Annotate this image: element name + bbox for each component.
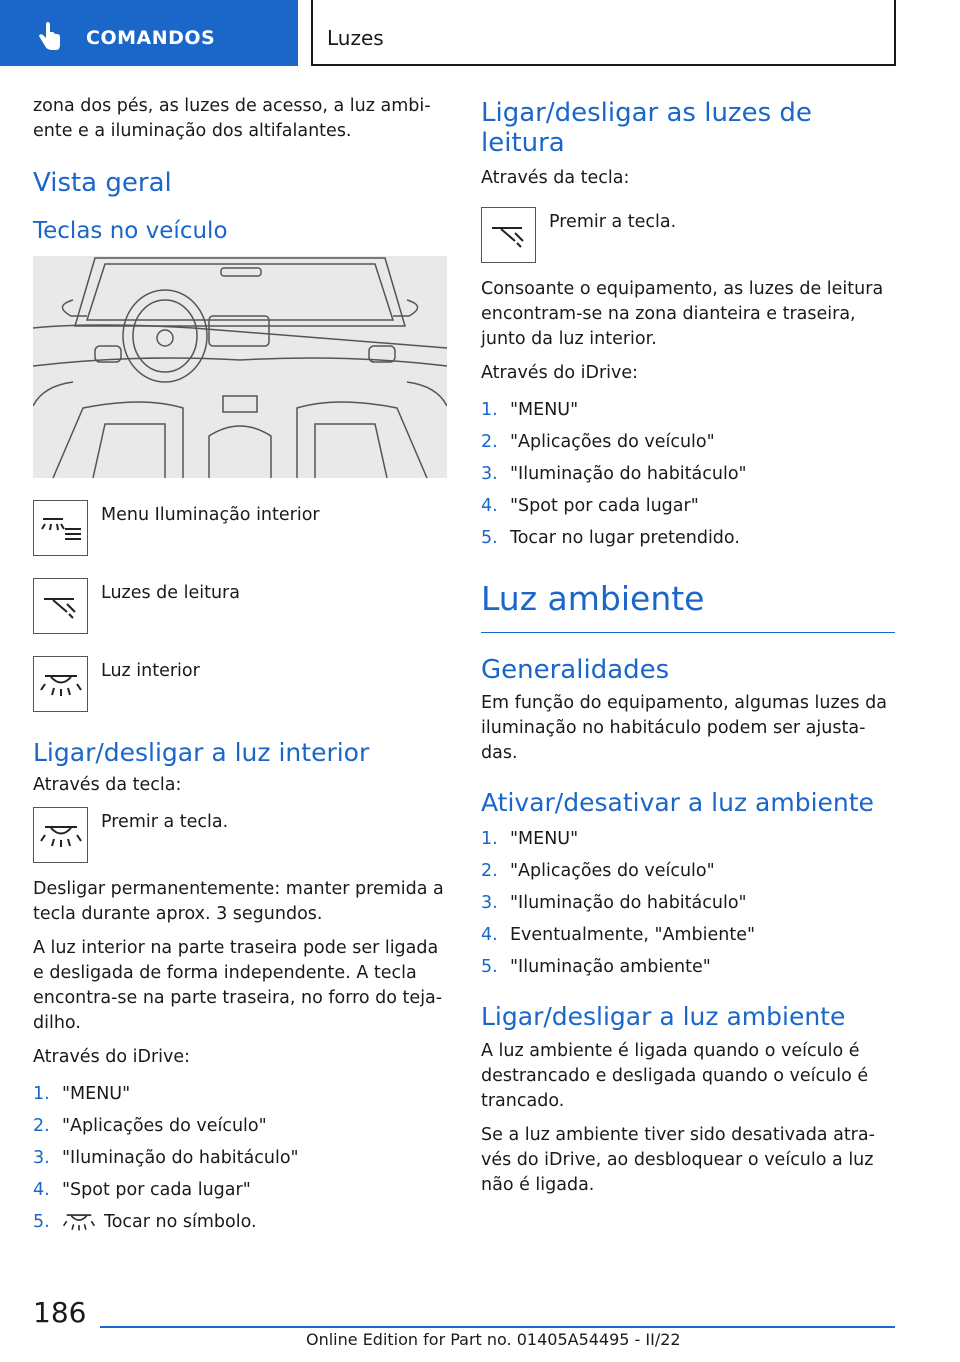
key-interior-menu — [33, 500, 447, 556]
cockpit-drawing — [33, 256, 447, 478]
onoff-text-1: A luz ambiente é ligada quando o veículo é destrancado e desligada quando o veículo é trancado. — [481, 1041, 869, 1111]
list-item: 3. "Iluminação do habitáculo" — [33, 1148, 299, 1168]
via-button-text: Através da tecla: — [33, 775, 182, 795]
section-tab-label: COMANDOS — [86, 27, 216, 49]
reading-steps — [481, 398, 895, 551]
key-interior-light — [33, 656, 447, 712]
reading-heading: Ligar/desligar as luzes de leitura — [481, 98, 812, 158]
key-label: Luz interior — [101, 661, 200, 681]
list-item: 5. Tocar no lugar pretendido. — [481, 528, 740, 548]
list-item: 2. "Aplicações do veículo" — [481, 432, 715, 452]
list-item: 4. "Spot por cada lugar" — [481, 496, 699, 516]
list-item: 1. "MENU" — [481, 829, 579, 849]
left-column — [33, 94, 447, 1245]
cockpit-illustration — [33, 256, 447, 478]
reading-light-icon — [33, 578, 88, 634]
general-text: Em função do equipamento, algumas luzes da iluminação no habitáculo podem ser ajustadas. — [481, 693, 887, 763]
interior-light-icon — [33, 807, 88, 863]
interior-heading: Ligar/desligar a luz interior — [33, 738, 370, 767]
key-reading-lights — [33, 578, 447, 634]
intro-text: zona dos pés, as luzes de acesso, a luz ambiente e a iluminação dos altifalantes. — [33, 96, 431, 141]
onoff-heading: Ligar/desligar a luz ambiente — [481, 1002, 846, 1031]
list-item: 1. "MENU" — [481, 400, 579, 420]
key-label: Luzes de leitura — [101, 583, 240, 603]
via-idrive-text: Através do iDrive: — [33, 1047, 191, 1067]
page-number: 186 — [33, 1296, 87, 1329]
activate-steps — [481, 827, 895, 980]
edition-text: Online Edition for Part no. 01405A54495 - II/22 — [306, 1330, 681, 1349]
list-item: 2. "Aplicações do veículo" — [33, 1116, 267, 1136]
key-label: Menu Iluminação interior — [101, 505, 320, 525]
general-heading: Generalidades — [481, 655, 670, 685]
list-item: 3. "Iluminação do habitáculo" — [481, 893, 747, 913]
right-column — [481, 94, 895, 1207]
via-idrive-text: Através do iDrive: — [481, 363, 639, 383]
interior-light-icon — [62, 1212, 96, 1232]
footer-divider — [100, 1326, 895, 1328]
key-reading-press — [481, 207, 895, 263]
rear-light-text: A luz interior na parte traseira pode ser ligada e desligada de forma independente. A tecla encontra-se na parte traseira, no forro do tejadilho. — [33, 938, 443, 1033]
reading-location-text: Consoante o equipamento, as luzes de leitura encontram-se na zona dianteira e traseira, junto da luz interior. — [481, 279, 884, 349]
activate-heading: Ativar/desativar a luz ambiente — [481, 788, 874, 817]
via-button-text: Através da tecla: — [481, 168, 630, 188]
section-tab — [0, 0, 298, 66]
key-interior-press — [33, 807, 447, 863]
overview-heading: Vista geral — [33, 168, 172, 198]
press-key-text: Premir a tecla. — [101, 812, 229, 832]
hand-pointer-icon — [34, 22, 64, 52]
list-item: 4. "Spot por cada lugar" — [33, 1180, 251, 1200]
chapter-tab-label: Luzes — [327, 26, 384, 50]
list-item: 1. "MENU" — [33, 1084, 131, 1104]
list-item: 2. "Aplicações do veículo" — [481, 861, 715, 881]
press-key-text: Premir a tecla. — [549, 212, 677, 232]
permanent-off-text: Desligar permanentemente: manter premida a tecla durante aprox. 3 segundos. — [33, 879, 444, 924]
interior-steps — [33, 1082, 447, 1235]
buttons-heading: Teclas no veículo — [33, 218, 228, 244]
reading-light-icon — [481, 207, 536, 263]
interior-light-menu-icon — [33, 500, 88, 556]
onoff-text-2: Se a luz ambiente tiver sido desativada através do iDrive, ao desbloquear o veículo a luz não é ligada. — [481, 1125, 875, 1195]
list-item: 5. "Iluminação ambiente" — [481, 957, 711, 977]
ambient-chapter-title: Luz ambiente — [481, 579, 895, 633]
chapter-tab — [311, 0, 896, 66]
interior-light-icon — [33, 656, 88, 712]
list-item: 3. "Iluminação do habitáculo" — [481, 464, 747, 484]
list-item: 4. Eventualmente, "Ambiente" — [481, 925, 756, 945]
list-item: 5. Tocar no símbolo. — [33, 1212, 257, 1232]
